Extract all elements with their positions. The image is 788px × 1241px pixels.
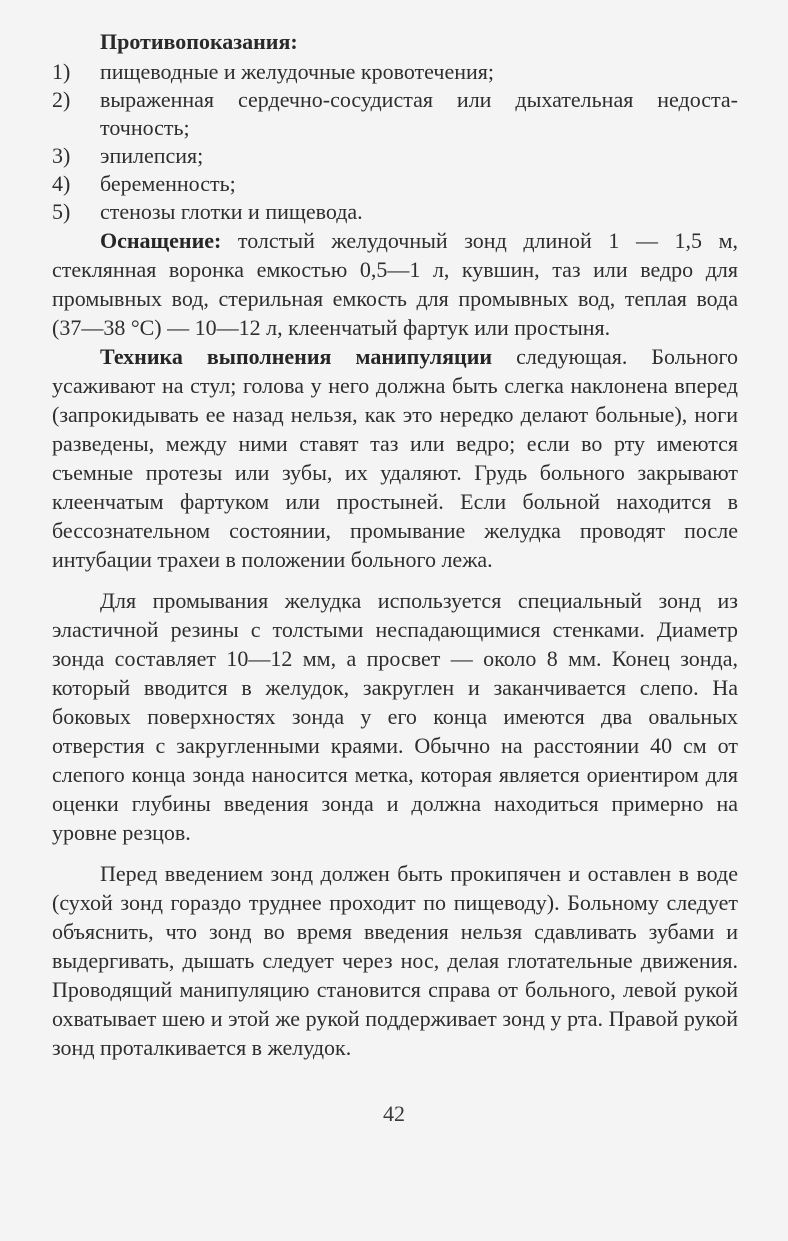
list-item-number: 5) [52, 199, 71, 224]
list-item-text: пищеводные и желудочные кровотечения; [100, 59, 494, 84]
probe-paragraph: Для промывания желудка используется специальный зонд из эластичной резины с толстыми неспадающимися стенками. Диаметр зонда составляет 10—12 мм, а просвет — около 8 мм. Конец зонда, который вводится в желудок, закруглен и заканчивается слепо. На боковых поверхностях зонда у его конца имеются два овальных отверстия с закругленными краями. Обычно на расстоянии 40 см от слепого конца зонда наносится метка, которая является ориентиром для оценки глубины введения зонда и должна находиться примерно на уровне резцов. [52, 588, 738, 845]
page-number: 42 [383, 1101, 405, 1126]
list-item-number: 4) [52, 171, 71, 196]
technique-paragraph [52, 342, 738, 574]
technique-label: Техника выполнения манипуляции [100, 344, 493, 369]
list-item-text: беременность; [100, 171, 236, 196]
list-item-number: 1) [52, 59, 71, 84]
list-item-text: выраженная сердечно-сосудистая или дыхательная недостаточность; [100, 87, 738, 140]
equipment-text: толстый желудочный зонд длиной 1 — 1,5 м, стеклянная воронка емкостью 0,5—1 л, кувшин, таз или ведро для промывных вод, стерильная емкость для промывных вод, теплая вода (37—38 °С) — 10—12 л, клеенчатый фартук или простыня. [52, 228, 738, 340]
contraindications-list [52, 58, 738, 226]
list-item-number: 2) [52, 87, 71, 112]
list-item [52, 86, 738, 142]
list-item [52, 142, 738, 170]
equipment-label: Оснащение: [100, 228, 222, 253]
list-item-text: стенозы глотки и пищевода. [100, 199, 363, 224]
list-item-text: эпилепсия; [100, 143, 204, 168]
list-item [52, 198, 738, 226]
equipment-paragraph [52, 226, 738, 342]
list-item [52, 58, 738, 86]
insertion-paragraph: Перед введением зонд должен быть прокипячен и оставлен в воде (сухой зонд гораздо труднее проходит по пищеводу). Больному следует объяснить, что зонд во время введения нельзя сдавливать зубами и выдергивать, дышать следует через нос, делая глотательные движения. Проводящий манипуляцию становится справа от больного, левой рукой охватывает шею и этой же рукой поддерживает зонд у рта. Правой рукой зонд проталкивается в желудок. [52, 861, 738, 1060]
list-item [52, 170, 738, 198]
list-item-number: 3) [52, 143, 71, 168]
technique-text: следующая. Больного усаживают на стул; голова у него должна быть слегка наклонена вперед (запрокидывать ее назад нельзя, как это нередко делают больные), ноги разведены, между ними ставят таз или ведро; если во рту имеются съемные протезы или зубы, их удаляют. Грудь больного закрывают клеенчатым фартуком или простыней. Если больной находится в бессознательном состоянии, промывание желудка проводят после интубации трахеи в положении больного лежа. [52, 344, 739, 572]
book-page [52, 28, 738, 1062]
contraindications-heading: Противопоказания: [100, 29, 298, 54]
